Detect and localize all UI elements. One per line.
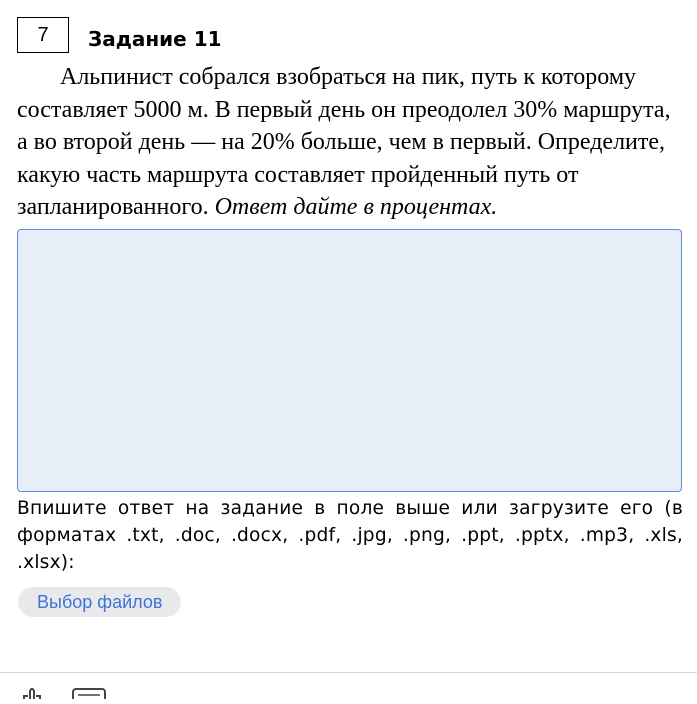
task-instruction: Ответ дайте в процентах. [214, 194, 498, 220]
task-number: 7 [17, 17, 69, 53]
divider [0, 672, 697, 673]
task-statement: Альпинист собрался взобраться на пик, путь к которому составляет 5000 м. В первый день он преодолел 30% маршрута, а во второй день — на 20% больше, чем в первый. Определите, какую часть маршрута составляет пройденный путь от запланированного. [17, 64, 671, 220]
keyboard-icon[interactable] [72, 686, 106, 704]
choose-files-button[interactable]: Выбор файлов [18, 587, 181, 617]
task-title: Задание 11 [88, 27, 222, 51]
answer-field[interactable] [17, 229, 682, 492]
upload-hint: Впишите ответ на задание в поле выше или загрузите его (в форматах .txt, .doc, .docx, .pdf, .jpg, .png, .ppt, .pptx, .mp3, .xls, .xlsx): [17, 498, 683, 573]
task-text [17, 61, 682, 224]
edit-icon[interactable] [20, 686, 44, 704]
